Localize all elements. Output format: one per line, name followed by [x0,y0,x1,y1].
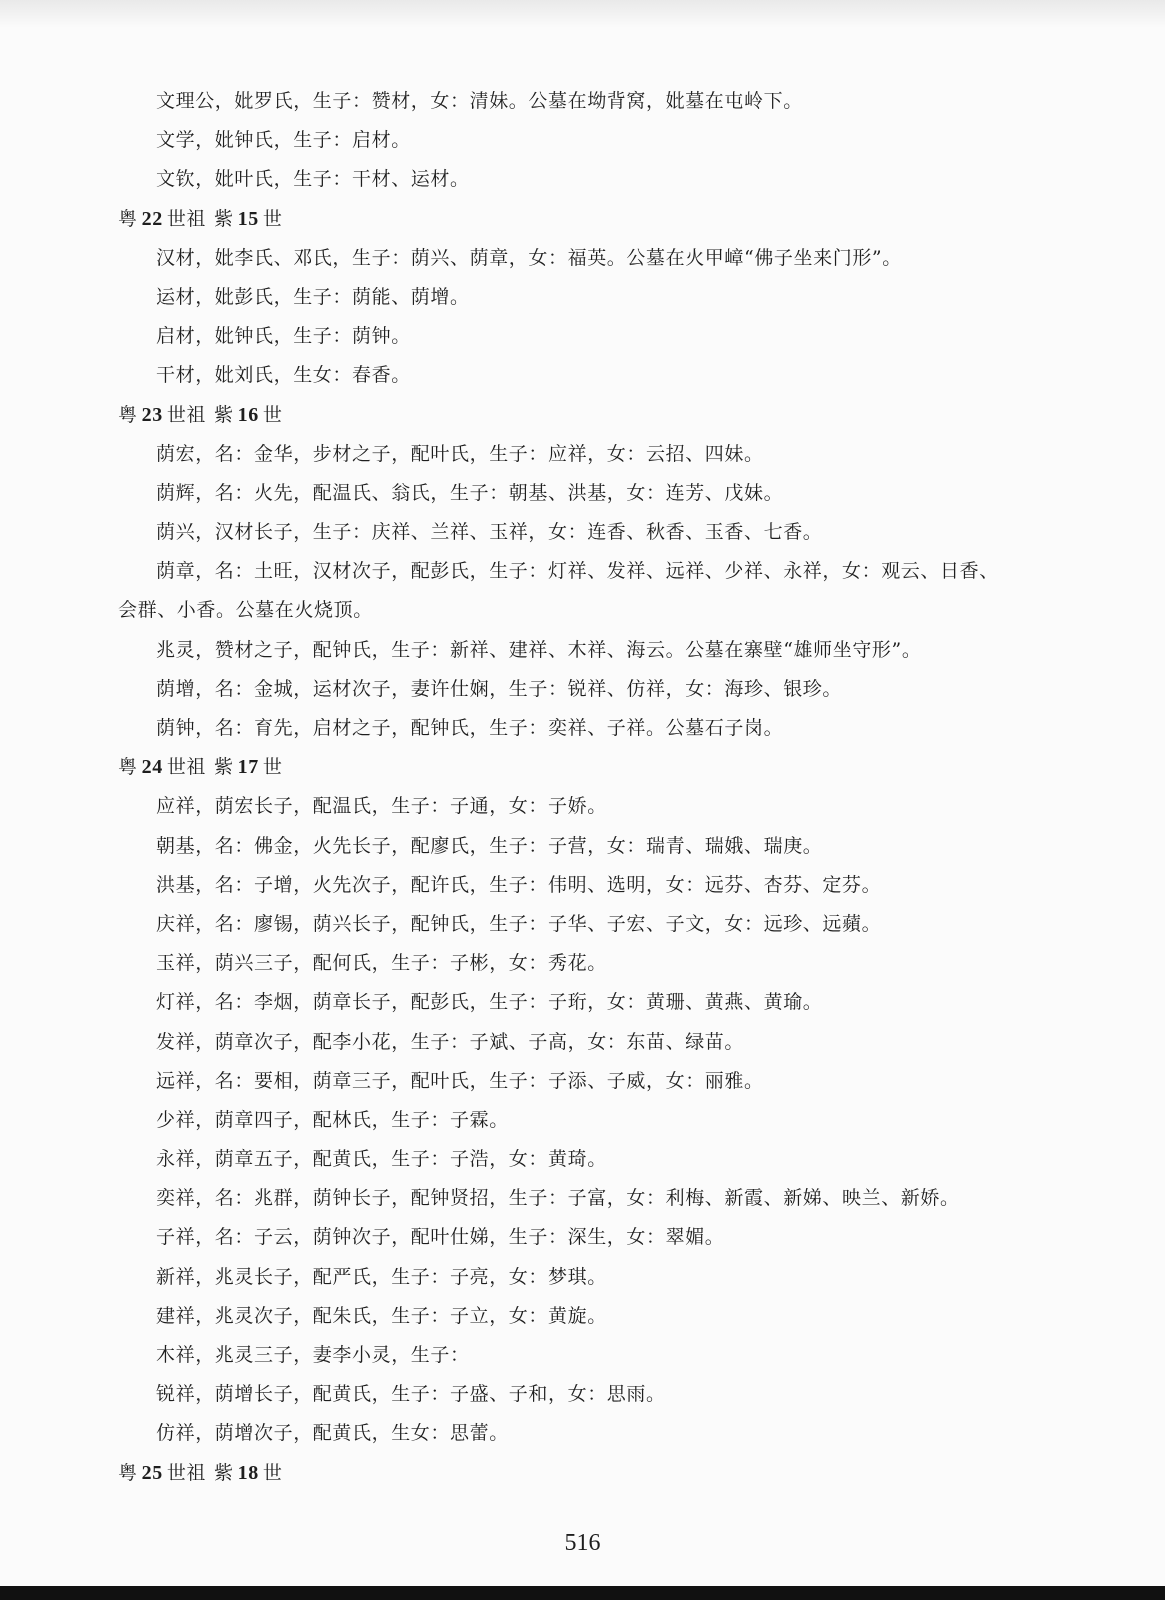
heading-zi-number: 15 [237,207,259,230]
heading-zi: 紫 [214,756,234,779]
heading-prefix: 粤 [118,207,138,230]
heading-yue-number: 23 [141,403,163,426]
genealogy-entry: 庆祥，名：廖锡，荫兴长子，配钟氏，生子：子华、子宏、子文，女：远珍、远蘋。 [156,912,882,935]
generation-heading [118,200,1053,239]
genealogy-text-body [118,82,1053,1493]
genealogy-entry: 文钦，妣叶氏，生子：干材、运材。 [156,168,470,191]
heading-shizu: 世祖 [166,1461,207,1484]
genealogy-entry: 运材，妣彭氏，生子：荫能、荫增。 [156,285,470,308]
genealogy-entry: 应祥，荫宏长子，配温氏，生子：子通，女：子娇。 [156,795,607,818]
heading-zi: 紫 [214,1461,234,1484]
genealogy-entry: 荫章，名：土旺，汉材次子，配彭氏，生子：灯祥、发祥、远祥、少祥、永祥，女：观云、日香、 [156,560,999,583]
page-number: 516 [564,1530,601,1556]
heading-shi: 世 [262,207,283,230]
genealogy-entry: 朝基，名：佛金，火先长子，配廖氏，生子：子营，女：瑞青、瑞娥、瑞庚。 [156,834,823,857]
genealogy-entry: 新祥，兆灵长子，配严氏，生子：子亮，女：梦琪。 [156,1265,607,1288]
genealogy-entry: 仿祥，荫增次子，配黄氏，生女：思蕾。 [156,1422,509,1445]
genealogy-entry: 少祥，荫章四子，配林氏，生子：子霖。 [156,1108,509,1131]
genealogy-entry: 灯祥，名：李烟，荫章长子，配彭氏，生子：子珩，女：黄珊、黄燕、黄瑜。 [156,991,823,1014]
heading-yue-number: 25 [141,1461,163,1484]
heading-zi-number: 18 [237,1461,259,1484]
heading-zi-number: 17 [237,756,259,779]
genealogy-entry: 远祥，名：要相，荫章三子，配叶氏，生子：子添、子威，女：丽雅。 [156,1069,764,1092]
genealogy-entry: 汉材，妣李氏、邓氏，生子：荫兴、荫章，女：福英。公墓在火甲嶂“佛子坐来门形”。 [156,246,902,269]
scan-bottom-edge [0,1586,1165,1600]
generation-heading [118,396,1053,435]
generation-heading [118,1454,1053,1493]
heading-zi: 紫 [214,207,234,230]
heading-prefix: 粤 [118,403,138,426]
genealogy-entry: 文理公，妣罗氏，生子：赞材，女：清妹。公墓在坳背窝，妣墓在屯岭下。 [156,90,803,112]
genealogy-entry: 木祥，兆灵三子，妻李小灵，生子： [156,1344,470,1366]
heading-prefix: 粤 [118,756,138,779]
genealogy-entry: 荫辉，名：火先，配温氏、翁氏，生子：朝基、洪基，女：连芳、戊妹。 [156,481,784,504]
scan-top-shadow [0,0,1165,28]
genealogy-entry: 荫增，名：金城，运材次子，妻许仕娴，生子：锐祥、仿祥，女：海珍、银珍。 [156,677,843,700]
genealogy-entry: 永祥，荫章五子，配黄氏，生子：子浩，女：黄琦。 [156,1148,607,1171]
heading-shizu: 世祖 [166,756,207,779]
heading-prefix: 粤 [118,1461,138,1484]
genealogy-entry: 奕祥，名：兆群，荫钟长子，配钟贤招，生子：子富，女：利梅、新霞、新娣、映兰、新娇。 [156,1187,960,1210]
heading-zi: 紫 [214,403,234,426]
heading-zi-number: 16 [237,403,259,426]
genealogy-entry: 建祥，兆灵次子，配朱氏，生子：子立，女：黄旋。 [156,1304,607,1327]
genealogy-entry: 荫兴，汉材长子，生子：庆祥、兰祥、玉祥，女：连香、秋香、玉香、七香。 [156,521,823,544]
genealogy-entry: 洪基，名：子增，火先次子，配许氏，生子：伟明、选明，女：远芬、杏芬、定芬。 [156,873,882,896]
heading-shi: 世 [262,403,283,426]
genealogy-entry: 兆灵，赞材之子，配钟氏，生子：新祥、建祥、木祥、海云。公墓在寨壁“雄师坐守形”。 [156,638,922,661]
genealogy-entry: 荫钟，名：育先，启材之子，配钟氏，生子：奕祥、子祥。公墓石子岗。 [156,717,784,739]
heading-shizu: 世祖 [166,207,207,230]
genealogy-entry: 荫宏，名：金华，步材之子，配叶氏，生子：应祥，女：云招、四妹。 [156,442,764,465]
genealogy-entry: 发祥，荫章次子，配李小花，生子：子斌、子高，女：东苗、绿苗。 [156,1030,745,1053]
generation-heading [118,748,1053,787]
genealogy-entry: 子祥，名：子云，荫钟次子，配叶仕娣，生子：深生，女：翠媚。 [156,1226,725,1249]
genealogy-entry: 启材，妣钟氏，生子：荫钟。 [156,325,411,348]
genealogy-entry: 锐祥，荫增长子，配黄氏，生子：子盛、子和，女：思雨。 [156,1383,666,1406]
genealogy-entry: 干材，妣刘氏，生女：春香。 [156,364,411,387]
genealogy-entry: 文学，妣钟氏，生子：启材。 [156,129,411,152]
heading-yue-number: 24 [141,756,163,779]
entry-continuation: 会群、小香。公墓在火烧顶。 [118,599,373,622]
heading-shizu: 世祖 [166,403,207,426]
heading-shi: 世 [262,756,283,779]
genealogy-entry: 玉祥，荫兴三子，配何氏，生子：子彬，女：秀花。 [156,952,607,975]
heading-shi: 世 [262,1461,283,1484]
heading-yue-number: 22 [141,207,163,230]
